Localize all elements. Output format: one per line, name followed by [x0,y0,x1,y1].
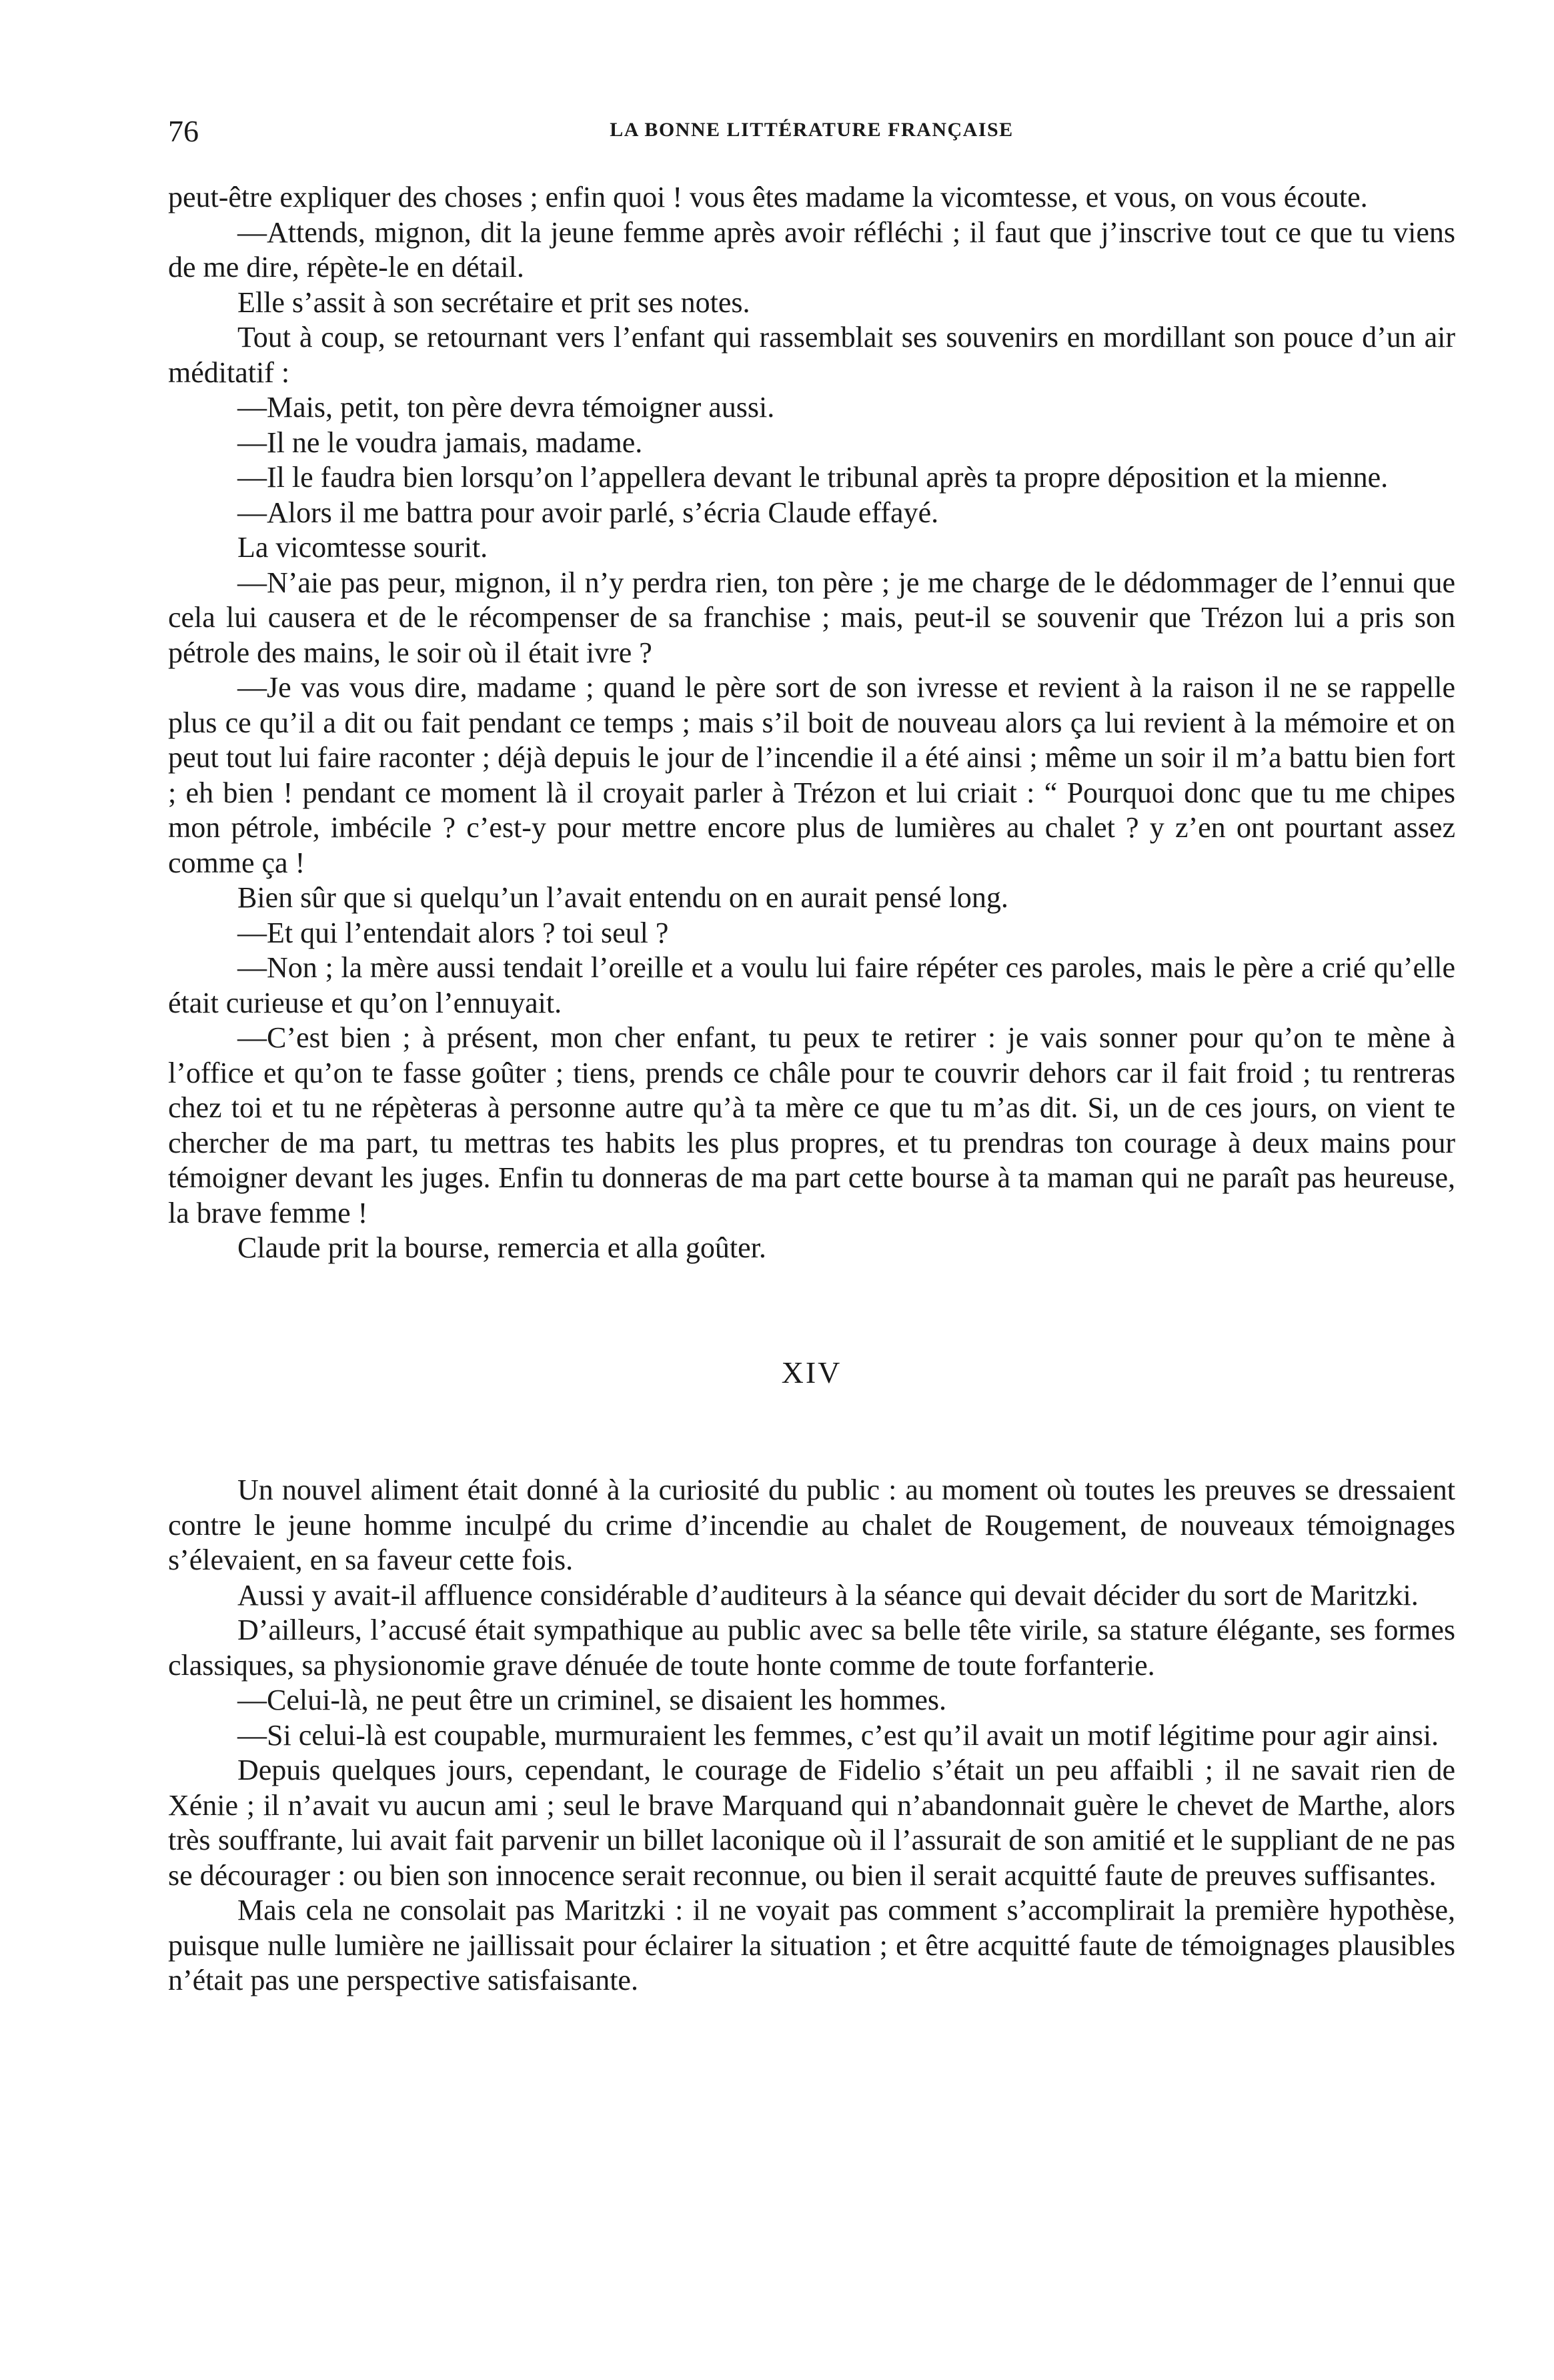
paragraph: —N’aie pas peur, mignon, il n’y perdra rien, ton père ; je me charge de le dédommager de l’ennui que cela lui causera et de le récompenser de sa franchise ; mais, peut-il se souvenir que Trézon lui a pris son pétrole des mains, le soir où il était ivre ? [168,566,1455,669]
running-title: LA BONNE LITTÉRATURE FRANÇAISE [610,119,1014,141]
paragraph: —C’est bien ; à présent, mon cher enfant, tu peux te retirer : je vais sonner pour qu’on te mène à l’office et qu’on te fasse goûter ; tiens, prends ce châle pour te couvrir dehors car il fait froid ; tu rentreras chez toi et tu ne répèteras à personne autre qu’à ta mère ce que tu m’as dit. Si, un de ces jours, on vient te chercher de ma part, tu mettras tes habits les plus propres, et tu prendras ton courage à deux mains pour témoigner devant les juges. Enfin tu donneras de ma part cette bourse à ta maman qui ne paraît pas heureuse, la brave femme ! [168,1021,1455,1229]
body-text [168,180,1455,1998]
paragraph: Mais cela ne consolait pas Maritzki : il ne voyait pas comment s’accomplirait la première hypothèse, puisque nulle lumière ne jaillissait pour éclairer la situation ; et être acquitté faute de témoignages plausibles n’était pas une perspective satisfaisante. [168,1894,1455,1996]
paragraph: Claude prit la bourse, remercia et alla goûter. [237,1231,766,1264]
paragraph: —Attends, mignon, dit la jeune femme après avoir réfléchi ; il faut que j’inscrive tout ce que tu viens de me dire, répète-le en détail. [168,215,1455,283]
paragraph: Un nouvel aliment était donné à la curiosité du public : au moment où toutes les preuves se dressaient contre le jeune homme inculpé du crime d’incendie au chalet de Rougement, de nouveaux témoignages s’élevaient, en sa faveur cette fois. [168,1473,1455,1576]
page-header [168,113,1455,153]
paragraph: Tout à coup, se retournant vers l’enfant qui rassemblait ses souvenirs en mordillant son pouce d’un air méditatif : [168,321,1455,389]
paragraph: Aussi y avait-il affluence considérable d’auditeurs à la séance qui devait décider du sort de Maritzki. [237,1578,1419,1612]
paragraph: —Alors il me battra pour avoir parlé, s’écria Claude effayé. [237,496,939,529]
page-number: 76 [168,114,199,148]
paragraph: —Celui-là, ne peut être un criminel, se disaient les hommes. [237,1684,947,1716]
paragraph: —Et qui l’entendait alors ? toi seul ? [237,916,669,949]
paragraph: —Il ne le voudra jamais, madame. [237,426,643,459]
paragraph: —Mais, petit, ton père devra témoigner aussi. [237,391,775,424]
paragraph: La vicomtesse sourit. [237,531,488,564]
paragraph: —Non ; la mère aussi tendait l’oreille et a voulu lui faire répéter ces paroles, mais le père a crié qu’elle était curieuse et qu’on l’ennuyait. [168,951,1455,1019]
paragraph: Bien sûr que si quelqu’un l’avait entendu on en aurait pensé long. [237,881,1008,914]
paragraph: —Il le faudra bien lorsqu’on l’appellera devant le tribunal après ta propre déposition et la mienne. [237,461,1389,494]
paragraph: D’ailleurs, l’accusé était sympathique au public avec sa belle tête virile, sa stature élégante, ses formes classiques, sa physionomie grave dénuée de toute honte comme de toute forfanterie. [168,1614,1455,1682]
paragraph: peut-être expliquer des choses ; enfin quoi ! vous êtes madame la vicomtesse, et vous, on vous écoute. [168,181,1368,213]
paragraph: Elle s’assit à son secrétaire et prit ses notes. [237,285,750,319]
paragraph: —Je vas vous dire, madame ; quand le père sort de son ivresse et revient à la raison il ne se rappelle plus ce qu’il a dit ou fait pendant ce temps ; mais s’il boit de nouveau alors ça lui revient à la mémoire et on peut tout lui faire raconter ; déjà depuis le jour de l’incendie il a été ainsi ; même un soir il m’a battu bien fort ; eh bien ! pendant ce moment là il croyait parler à Trézon et lui criait : “ Pourquoi donc que tu me chipes mon pétrole, imbécile ? c’est-y pour mettre encore plus de lumières au chalet ? y z’en ont pourtant assez comme ça ! [168,671,1455,879]
paragraph: Depuis quelques jours, cependant, le courage de Fidelio s’était un peu affaibli ; il ne savait rien de Xénie ; il n’avait vu aucun ami ; seul le brave Marquand qui n’abandonnait guère le chevet de Marthe, alors très souffrante, lui avait fait parvenir un billet laconique où il l’assurait de son amitié et le suppliant de ne pas se décourager : ou bien son innocence serait reconnue, ou bien il serait acquitté faute de preuves suffisantes. [168,1754,1455,1892]
chapter-heading: XIV [781,1355,842,1389]
paragraph: —Si celui-là est coupable, murmuraient les femmes, c’est qu’il avait un motif légitime pour agir ainsi. [237,1718,1439,1752]
